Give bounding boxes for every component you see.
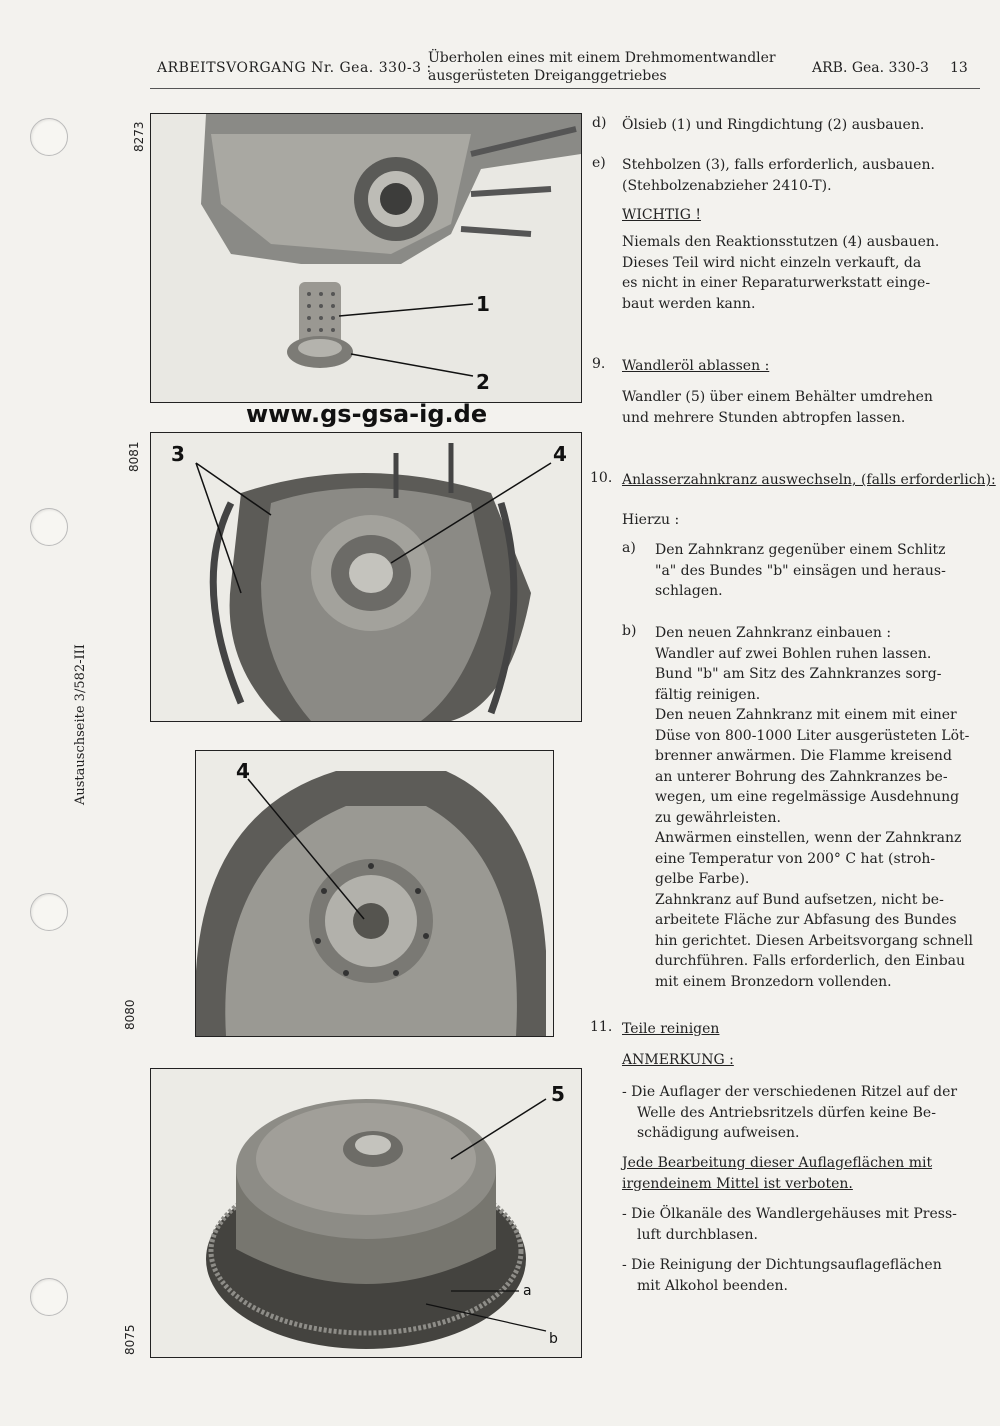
step-9-line: Wandler (5) über einem Behälter umdrehen [622,389,933,405]
note-line: luft durchblasen. [637,1226,759,1243]
photo-converter-housing [195,750,554,1037]
punch-hole [30,508,68,546]
step-11-heading: Teile reinigen [622,1021,720,1037]
wichtig-heading: WICHTIG ! [622,207,701,223]
step-10-label: 10. [590,470,613,486]
step-10b-line: durchführen. Falls erforderlich, den Einbau [655,953,966,969]
step-11-label: 11. [590,1019,613,1035]
step-10b-line: mit einem Bronzedorn vollenden. [655,973,892,990]
header-title [428,49,776,85]
step-9-heading: Wandleröl ablassen : [622,358,770,374]
step-9-label: 9. [592,356,606,372]
step-9-line: und mehrere Stunden abtropfen lassen. [622,409,906,426]
warning-line: irgendeinem Mittel ist verboten. [622,1175,853,1192]
header-title-line1: Überholen eines mit einem Drehmomentwandler [428,50,776,66]
step-10b-line: arbeitete Fläche zur Abfasung des Bundes [655,912,957,928]
watermark-url: www.gs-gsa-ig.de [246,400,488,428]
note-ritzel [622,1082,957,1144]
step-10-hierzu: Hierzu : [622,512,680,528]
step-10b-text [655,623,973,992]
note-seal-surfaces [622,1255,942,1296]
step-10b-line: Anwärmen einstellen, wenn der Zahnkranz [655,830,962,846]
callout-a: a [523,1283,532,1299]
callout-1: 1 [476,292,490,316]
replacement-page-note: Austauschseite 3/582-III [73,644,88,805]
wichtig-text [622,232,939,314]
note-line: Welle des Antriebsritzels dürfen keine Be- [637,1104,936,1121]
note-line: - Die Auflager der verschiedenen Ritzel auf der [622,1084,958,1100]
callout-b: b [549,1331,558,1347]
punch-hole [30,1278,68,1316]
step-e-label: e) [592,155,606,171]
photo-torque-converter [150,1068,582,1358]
punch-hole [30,118,68,156]
figure-number: 8081 [127,441,141,472]
anmerkung-heading: ANMERKUNG : [622,1052,734,1068]
wichtig-line: Dieses Teil wird nicht einzeln verkauft, da [622,254,922,271]
step-10b-line: eine Temperatur von 200° C hat (stroh- [655,850,936,867]
figure-number: 8273 [132,121,146,152]
step-10b-line: gelbe Farbe). [655,871,750,887]
note-line: - Die Reinigung der Dichtungsauflageflächen [622,1257,942,1273]
note-line: schädigung aufweisen. [637,1125,800,1141]
header-rule [150,88,980,89]
callout-5: 5 [551,1082,565,1106]
header-title-line2: ausgerüsteten Dreiganggetriebes [428,68,667,84]
step-10a-line: schlagen. [655,583,723,599]
step-e-text [622,155,935,196]
wichtig-line: es nicht in einer Reparaturwerkstatt einge- [622,275,931,291]
callout-4: 4 [236,759,250,783]
wichtig-line: Niemals den Reaktionsstutzen (4) ausbauen. [622,234,940,250]
header-arb: ARB. Gea. 330-3 [812,60,929,76]
step-10b-line: Wandler auf zwei Bohlen ruhen lassen. [655,645,932,662]
photo-oil-strainer [150,113,582,403]
callout-4: 4 [553,442,567,466]
step-10b-line: brenner anwärmen. Die Flamme kreisend [655,748,952,764]
step-10b-line: fältig reinigen. [655,686,761,703]
step-e-line: (Stehbolzenabzieher 2410-T). [622,177,832,194]
step-10a-text [655,540,946,602]
note-line: - Die Ölkanäle des Wandlergehäuses mit Press- [622,1206,957,1222]
figure-number: 8080 [123,999,137,1030]
note-oil-channels [622,1204,957,1245]
note-line: mit Alkohol beenden. [637,1277,788,1294]
step-10-heading: Anlasserzahnkranz auswechseln, (falls erforderlich): [622,472,996,488]
step-10b-line: Den neuen Zahnkranz mit einem mit einer [655,707,957,723]
step-10b-line: wegen, um eine regelmässige Ausdehnung [655,789,960,805]
callout-3: 3 [171,442,185,466]
step-10a-line: Den Zahnkranz gegenüber einem Schlitz [655,542,946,558]
warning-line: Jede Bearbeitung dieser Auflageflächen mit [622,1155,933,1171]
step-10b-line: Bund "b" am Sitz des Zahnkranzes sorg- [655,666,942,682]
step-10b-line: Zahnkranz auf Bund aufsetzen, nicht be- [655,891,944,908]
callout-2: 2 [476,370,490,394]
step-10b-line: an unterer Bohrung des Zahnkranzes be- [655,768,948,785]
warning-text [622,1153,932,1194]
step-10b-line: zu gewährleisten. [655,809,781,826]
step-10a-line: "a" des Bundes "b" einsägen und heraus- [655,562,946,579]
step-9-text [622,387,933,428]
header-operation-number: ARBEITSVORGANG Nr. Gea. 330-3 : [157,60,432,76]
step-10b-label: b) [622,623,637,639]
step-10a-label: a) [622,540,636,556]
figure-number: 8075 [123,1324,137,1355]
step-d-text: Ölsieb (1) und Ringdichtung (2) ausbauen. [622,117,925,133]
step-d-label: d) [592,115,607,131]
page-number: 13 [950,60,968,76]
punch-hole [30,893,68,931]
step-10b-line: hin gerichtet. Diesen Arbeitsvorgang schnell [655,932,974,949]
wichtig-line: baut werden kann. [622,295,756,312]
step-10b-line: Düse von 800-1000 Liter ausgerüsteten Löt- [655,727,970,744]
photo-reaction-sleeve [150,432,582,722]
step-10b-first: Den neuen Zahnkranz einbauen : [655,625,892,641]
step-e-line: Stehbolzen (3), falls erforderlich, ausbauen. [622,157,935,173]
